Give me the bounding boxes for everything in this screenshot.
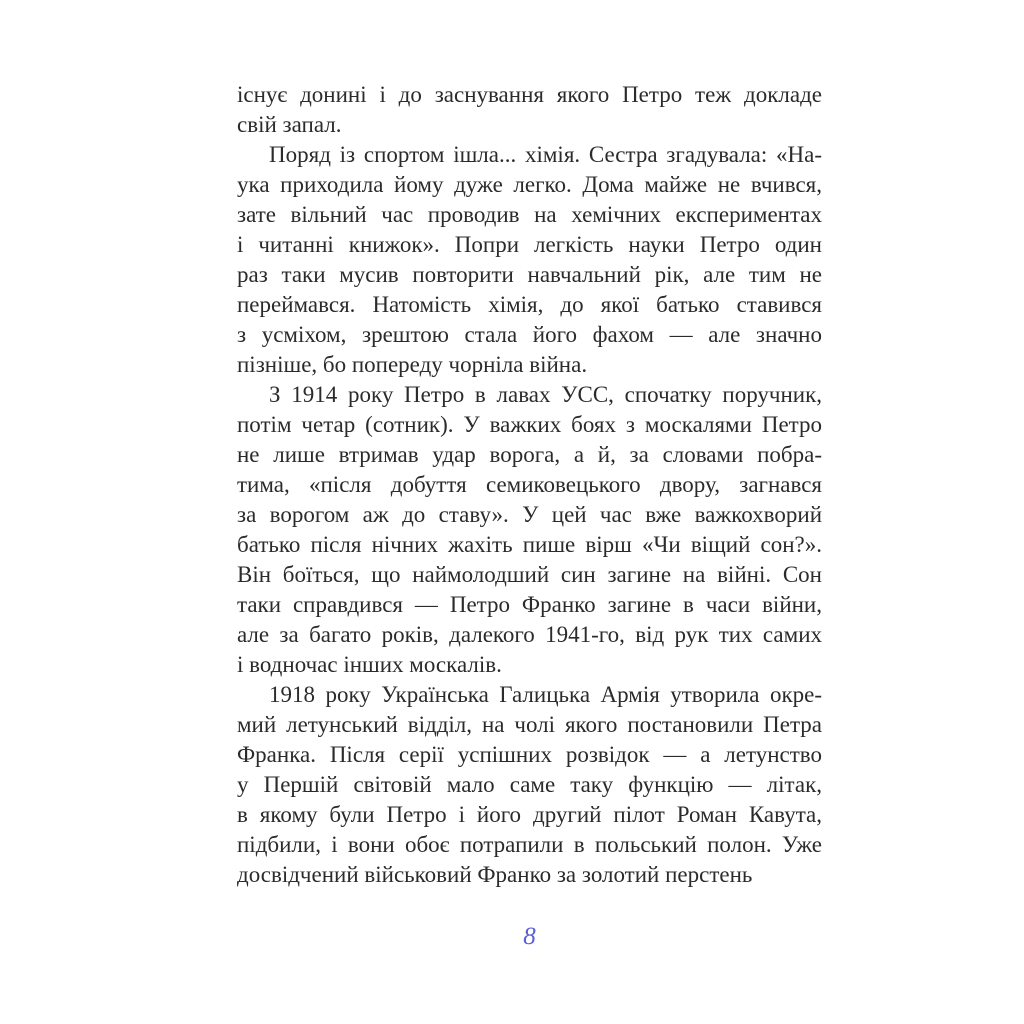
text-line: і читанні книжок». Попри легкість науки Петро один — [237, 232, 822, 257]
text-line: тима, «після добуття семиковецького двору, загнався — [237, 472, 822, 497]
page-number: 8 — [523, 923, 536, 950]
text-line: досвідчений військовий Франко за золотий перстень — [237, 862, 753, 887]
body-text — [237, 80, 822, 890]
paragraph — [237, 680, 822, 890]
text-line: Поряд із спортом ішла... хімія. Сестра згадувала: «На- — [269, 142, 822, 167]
text-line: але за багато років, далекого 1941-го, від рук тих самих — [237, 622, 822, 647]
text-line: З 1914 року Петро в лавах УСС, спочатку поручник, — [269, 382, 822, 407]
text-line: пізніше, бо попереду чорніла війна. — [237, 352, 588, 377]
paragraph — [237, 380, 822, 680]
text-line: за ворогом аж до ставу». У цей час вже важкохворий — [237, 502, 822, 527]
text-line: в якому були Петро і його другий пілот Роман Кавута, — [237, 802, 822, 827]
text-line: ука приходила йому дуже легко. Дома майже не вчився, — [237, 172, 822, 197]
text-line: таки справдився — Петро Франко загине в часи війни, — [237, 592, 822, 617]
text-line: з усміхом, зрештою стала його фахом — але значно — [237, 322, 822, 347]
paragraph — [237, 140, 822, 380]
text-line: Франка. Після серії успішних розвідок — а летунство — [237, 742, 822, 767]
text-line: переймався. Натомість хімія, до якої батько ставився — [237, 292, 822, 317]
text-line: і водночас інших москалів. — [237, 652, 502, 677]
text-line: зате вільний час проводив на хемічних експериментах — [237, 202, 822, 227]
text-line: свій запал. — [237, 112, 342, 137]
text-line: підбили, і вони обоє потрапили в польський полон. Уже — [237, 832, 822, 857]
text-line: батько після нічних жахіть пише вірш «Чи віщий сон?». — [237, 532, 822, 557]
paragraph — [237, 80, 822, 140]
text-line: Він боїться, що наймолодший син загине на війні. Сон — [237, 562, 822, 587]
text-line: раз таки мусив повторити навчальний рік, але тим не — [237, 262, 822, 287]
text-line: у Першій світовій мало саме таку функцію — літак, — [237, 772, 822, 797]
text-line: 1918 року Українська Галицька Армія утворила окре- — [269, 682, 822, 707]
text-line: існує донині і до заснування якого Петро теж докладе — [237, 82, 822, 107]
text-line: не лише втримав удар ворога, а й, за словами побра- — [237, 442, 822, 467]
text-line: мий летунський відділ, на чолі якого постановили Петра — [237, 712, 822, 737]
text-line: потім четар (сотник). У важких боях з москалями Петро — [237, 412, 822, 437]
